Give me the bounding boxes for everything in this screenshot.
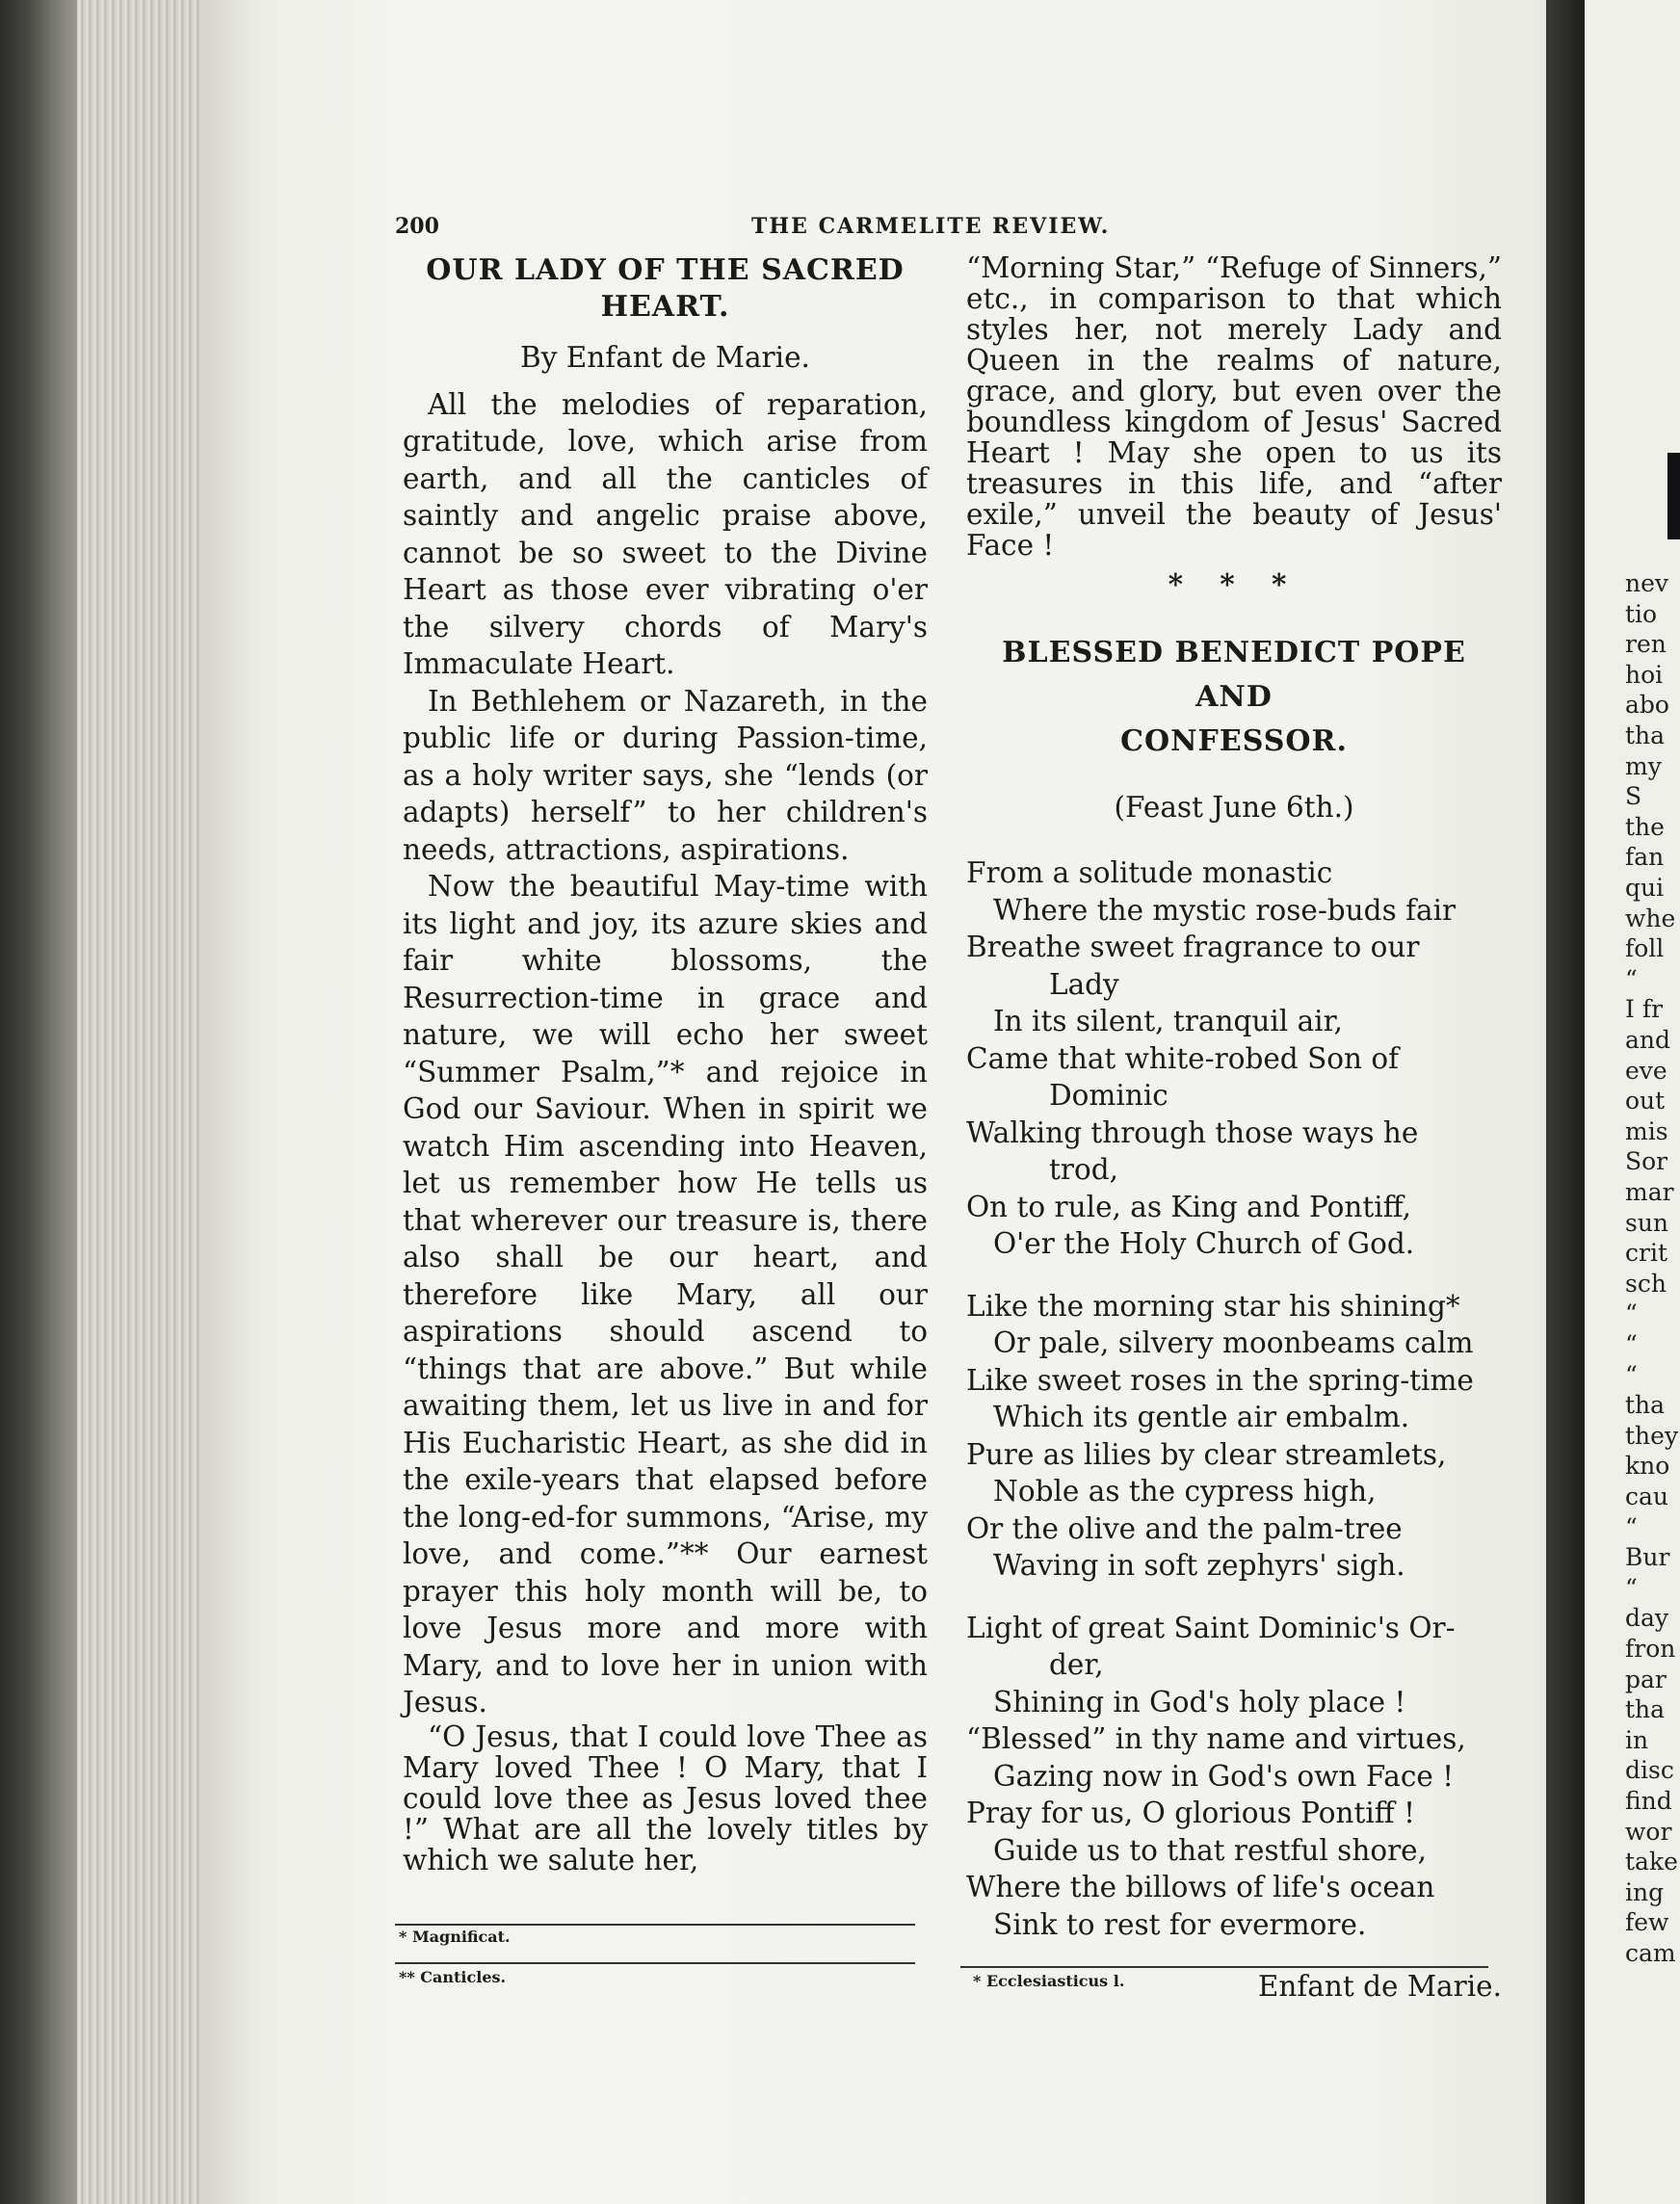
facing-page-fragment: sun: [1625, 1208, 1669, 1237]
facing-page-fragment: I fr: [1625, 995, 1664, 1024]
facing-page-fragment: “: [1625, 964, 1638, 993]
paragraph-4-part-2: “Morning Star,” “Refuge of Sinners,” etc., in comparison to that which styles her, not merely Lady and Queen in the realms of nature, grace, and glory, but even over the boundless kingdom of Jesus' Sacred Heart ! May she open to us its treasures in this life, and “after exile,” unveil the beauty of Jesus' Face !: [966, 251, 1502, 562]
facing-page-fragment: whe: [1625, 904, 1676, 932]
facing-page-fragment: the: [1625, 812, 1665, 841]
footnote-rule-2: [395, 1962, 915, 1964]
poem-line: Noble as the cypress high,: [993, 1475, 1377, 1508]
facing-page: [1585, 0, 1680, 2204]
poem-line: Gazing now in God's own Face !: [993, 1759, 1455, 1793]
poem-line: Guide us to that restful shore,: [993, 1833, 1428, 1867]
running-title: THE CARMELITE REVIEW.: [751, 214, 1111, 239]
facing-page-fragment: sch: [1625, 1269, 1667, 1298]
poem-line: Breathe sweet fragrance to our: [966, 931, 1420, 963]
footnote-rule-3: [960, 1966, 1488, 1968]
facing-page-fragment: few: [1625, 1908, 1669, 1937]
poem-line: From a solitude monastic: [966, 856, 1333, 889]
book-edge-shadow: [0, 0, 77, 2204]
poem-title: [966, 631, 1502, 764]
poem-line: Walking through those ways he: [966, 1115, 1419, 1149]
facing-page-fragment: kno: [1625, 1452, 1670, 1481]
poem-line: On to rule, as King and Pontiff,: [966, 1190, 1411, 1223]
facing-page-fragment: out: [1625, 1087, 1666, 1115]
poem-line: trod,: [1049, 1153, 1118, 1186]
facing-page-fragment: in: [1625, 1725, 1649, 1754]
facing-page-fragment: find: [1625, 1787, 1672, 1815]
facing-page-fragment: S: [1625, 782, 1642, 811]
footnote-ecclesiasticus: * Ecclesiasticus l.: [973, 1972, 1125, 1990]
page-number: 200: [395, 214, 439, 239]
facing-page-fragment: wor: [1625, 1817, 1672, 1846]
facing-page-fragment: fan: [1625, 843, 1665, 872]
facing-page-fragment: take: [1625, 1848, 1678, 1876]
poem-title-line-2: CONFESSOR.: [1120, 723, 1348, 758]
facing-page-fragment: abo: [1625, 691, 1669, 720]
poem-line: Light of great Saint Dominic's Or-: [966, 1611, 1456, 1644]
footnote-magnificat: * Magnificat.: [399, 1928, 511, 1946]
facing-page-fragment: and: [1625, 1026, 1671, 1054]
facing-page-fragment: ing: [1625, 1877, 1665, 1906]
article-byline: By Enfant de Marie.: [520, 341, 810, 374]
poem-signature: Enfant de Marie.: [1257, 1970, 1502, 2003]
poem-line: Where the mystic rose-buds fair: [993, 893, 1457, 927]
poem-line: Like the morning star his shining*: [966, 1289, 1460, 1323]
column-left: [403, 252, 928, 1876]
paragraph-3: Now the beautiful May-time with its light and joy, its azure skies and fair white blossoms, the Resurrection-time in grace and nature, we will echo her sweet “Summer Psalm,”* and rejoice in God our Saviour. When in spirit we watch Him ascending into Heaven, let us remember how He tells us that wherever our treasure is, there also shall be our heart, and therefore like Mary, all our aspirations should ascend to “things that are above.” But while awaiting them, let us live in and for His Eucharistic Heart, as she did in the exile-years that elapsed before the long-ed-for summons, “Arise, my love, and come.”** Our earnest prayer this holy month will be, to love Jesus more and more with Mary, and to love her in union with Jesus.: [403, 870, 928, 1719]
paragraph-1: All the melodies of reparation, gratitude, love, which arise from earth, and all the canticles of saintly and angelic praise above, cannot be so sweet to the Divine Heart as those ever vibrating o'er the silvery chords of Mary's Immaculate Heart.: [403, 387, 928, 680]
poem-line: Or pale, silvery moonbeams calm: [993, 1326, 1474, 1359]
facing-page-fragment: mar: [1625, 1178, 1674, 1206]
facing-page-fragment: disc: [1625, 1756, 1674, 1785]
poem-line: Or the olive and the palm-tree: [966, 1511, 1403, 1545]
poem-line: Where the billows of life's ocean: [966, 1871, 1435, 1903]
facing-page-fragment: tio: [1625, 599, 1658, 628]
poem-line: Shining in God's holy place !: [993, 1685, 1406, 1719]
facing-page-fragment: hoi: [1625, 660, 1664, 689]
facing-page-fragment: foll: [1625, 934, 1665, 963]
page-header: [395, 214, 1503, 252]
poem-line: Lady: [1049, 967, 1119, 1001]
book-gutter: [1546, 0, 1585, 2204]
stanza-gap: [966, 1585, 1502, 1610]
facing-page-fragment: “: [1625, 1573, 1638, 1602]
page-stack-edge: [77, 0, 202, 2204]
facing-page-fragment: fron: [1625, 1635, 1676, 1663]
facing-page-fragment: cam: [1625, 1939, 1676, 1967]
facing-page-fragment: “: [1625, 1512, 1638, 1541]
facing-page-fragment: tha: [1625, 1695, 1666, 1724]
facing-page-fragment: cau: [1625, 1482, 1669, 1510]
facing-page-fragment: “: [1625, 1330, 1638, 1358]
article-title: OUR LADY OF THE SACRED HEART.: [426, 253, 905, 324]
poem-line: Pray for us, O glorious Pontiff !: [966, 1797, 1415, 1829]
poem-title-line-1: BLESSED BENEDICT POPE AND: [1002, 635, 1466, 714]
facing-page-fragment: Sor: [1625, 1147, 1668, 1176]
footnote-canticles: ** Canticles.: [399, 1968, 507, 1986]
poem-line: Sink to rest for evermore.: [993, 1907, 1367, 1941]
poem-line: O'er the Holy Church of God.: [993, 1227, 1415, 1260]
paragraph-2: In Bethlehem or Nazareth, in the public life or during Passion-time, as a holy writer says, she “lends (or adapts) herself” to her children's needs, attractions, aspirations.: [403, 684, 928, 866]
facing-page-fragment: nev: [1625, 569, 1669, 597]
poem-line: Like sweet roses in the spring-time: [966, 1363, 1474, 1397]
facing-page-fragment: tha: [1625, 722, 1666, 749]
poem-line: der,: [1049, 1648, 1104, 1681]
paragraph-4: “O Jesus, that I could love Thee as Mary loved Thee ! O Mary, that I could love thee as Jesus loved thee !” What are all the lovely titles by which we salute her,: [403, 1719, 928, 1876]
feast-date: (Feast June 6th.): [1114, 790, 1354, 824]
facing-page-fragment: day: [1625, 1604, 1669, 1633]
facing-page-fragment: “: [1625, 1299, 1638, 1328]
column-right: [966, 252, 1502, 2006]
poem-line: Came that white-robed Son of: [966, 1041, 1400, 1075]
facing-page-fragment: ren: [1625, 630, 1667, 659]
stanza-gap: [966, 1263, 1502, 1288]
facing-page-fragment: crit: [1625, 1239, 1667, 1268]
poem-line: In its silent, tranquil air,: [993, 1005, 1343, 1037]
facing-page-fragment: par: [1625, 1665, 1667, 1693]
section-separator: * * *: [1168, 567, 1300, 601]
facing-page-fragment: tha: [1625, 1391, 1666, 1420]
poem-line: “Blessed” in thy name and virtues,: [966, 1722, 1466, 1755]
facing-page-fragment: eve: [1625, 1056, 1667, 1085]
facing-page-initial-block: [1667, 453, 1680, 539]
poem-line: Which its gentle air embalm.: [993, 1401, 1410, 1433]
poem-line: Waving in soft zephyrs' sigh.: [993, 1549, 1405, 1582]
facing-page-fragment: Bur: [1625, 1543, 1670, 1572]
facing-page-fragment: mis: [1625, 1116, 1668, 1145]
facing-page-fragment: qui: [1625, 874, 1665, 902]
poem: [966, 854, 1502, 1943]
footnote-rule-1: [395, 1924, 915, 1926]
facing-page-fragment: my: [1625, 751, 1662, 780]
poem-line: Dominic: [1049, 1079, 1168, 1112]
paragraph-4-continuation: [966, 252, 1502, 561]
facing-page-fragment: they: [1625, 1421, 1679, 1450]
poem-line: Pure as lilies by clear streamlets,: [966, 1437, 1447, 1471]
facing-page-fragment: “: [1625, 1360, 1638, 1389]
